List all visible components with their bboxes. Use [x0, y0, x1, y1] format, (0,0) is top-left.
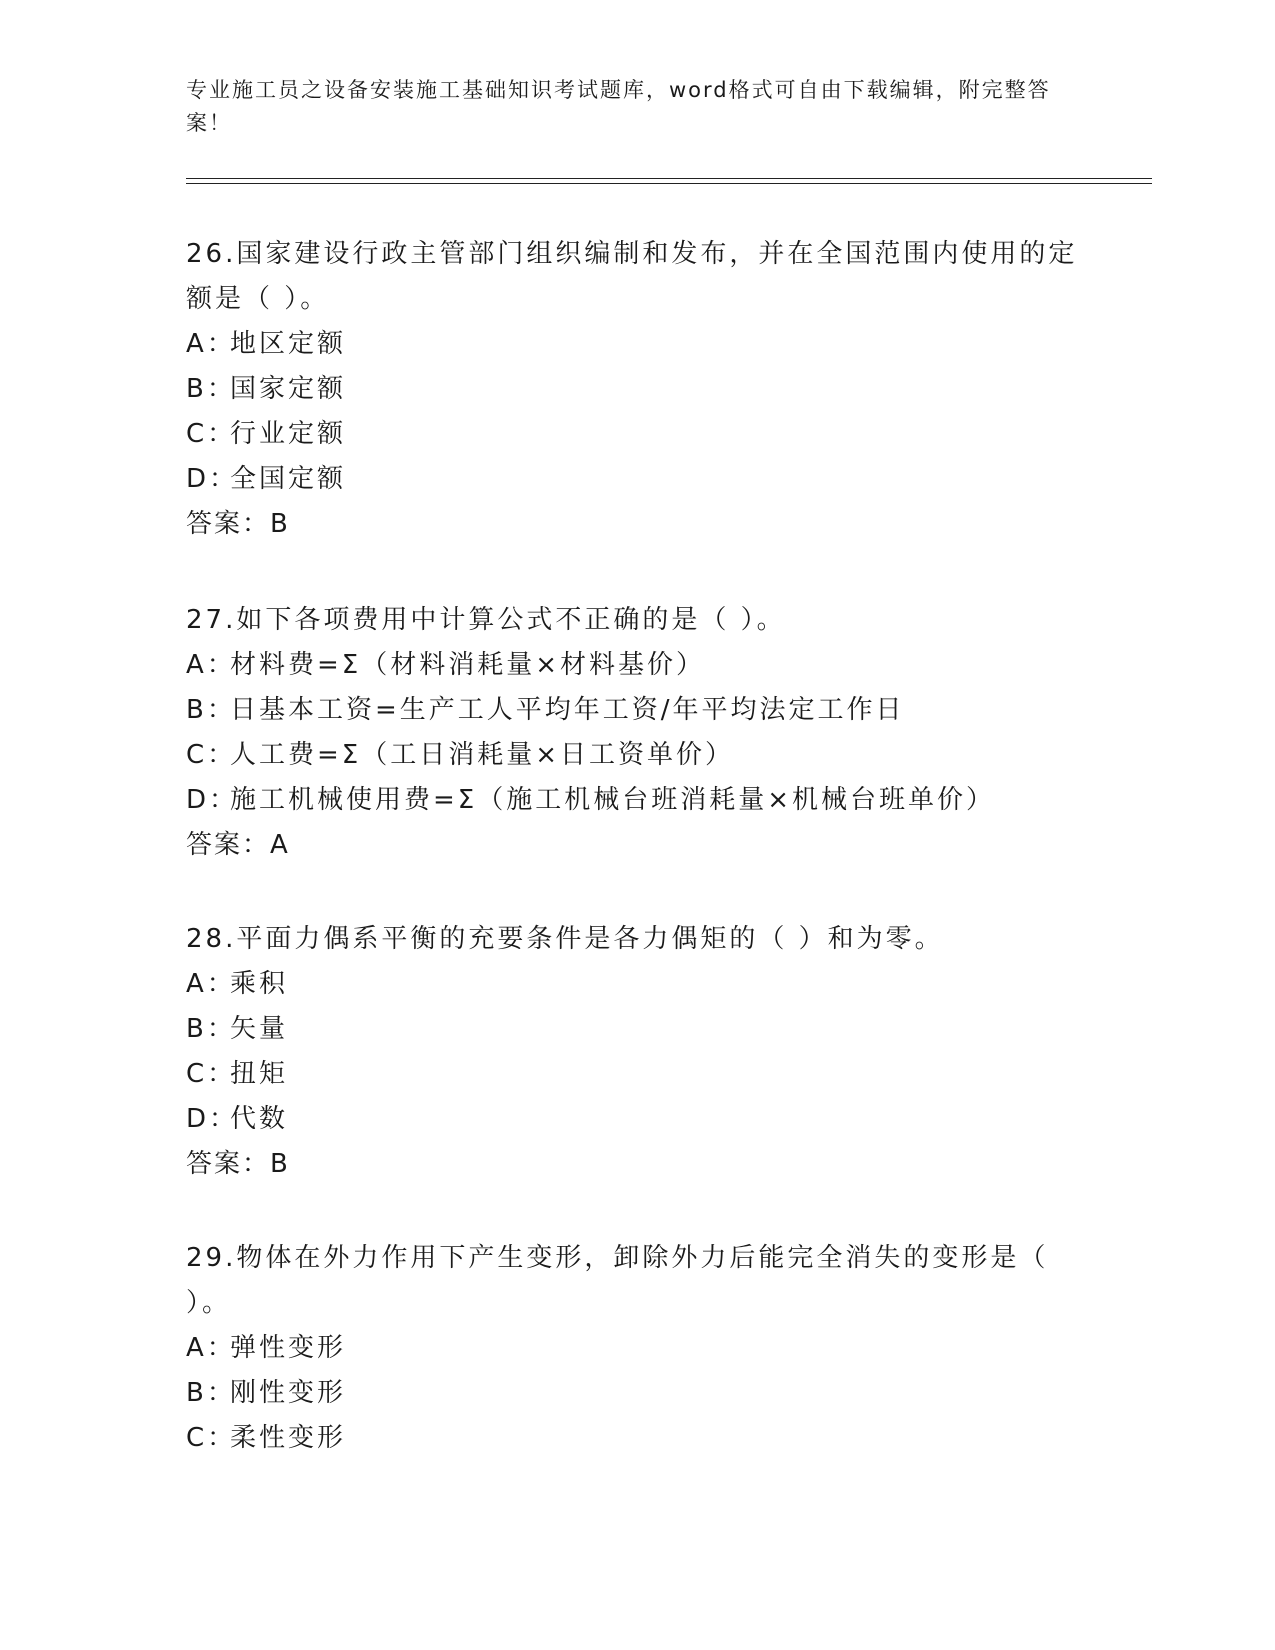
option-key: C： — [186, 1059, 237, 1089]
question-stem — [186, 598, 1086, 643]
option-text: 刚性变形 — [230, 1378, 347, 1408]
option-key: A： — [186, 1333, 236, 1363]
answer-value: B — [270, 1149, 290, 1179]
option-a — [186, 322, 1086, 367]
question-number: 26. — [186, 239, 237, 269]
option-b — [186, 688, 1086, 733]
answer-line — [186, 502, 1086, 547]
option-text: 全国定额 — [230, 464, 347, 494]
question-26 — [186, 232, 1086, 547]
option-a — [186, 643, 1086, 688]
option-key: A： — [186, 329, 236, 359]
answer-label: 答案： — [186, 830, 271, 860]
option-text: 扭矩 — [230, 1059, 289, 1089]
option-key: C： — [186, 419, 237, 449]
answer-label: 答案： — [186, 509, 271, 539]
option-text: 材料费=Σ（材料消耗量×材料基价） — [230, 650, 705, 680]
question-number: 29. — [186, 1243, 237, 1273]
option-d — [186, 778, 1086, 823]
option-text: 弹性变形 — [230, 1333, 347, 1363]
question-text: 物体在外力作用下产生变形，卸除外力后能完全消失的变形是（ ）。 — [186, 1243, 1049, 1318]
question-29 — [186, 1236, 1086, 1461]
option-b — [186, 1007, 1086, 1052]
option-c — [186, 733, 1086, 778]
header-divider-top — [186, 178, 1152, 179]
question-number: 28. — [186, 924, 237, 954]
option-a — [186, 1326, 1086, 1371]
option-key: A： — [186, 969, 236, 999]
answer-value: B — [270, 509, 290, 539]
question-stem — [186, 917, 1086, 962]
option-text: 国家定额 — [230, 374, 347, 404]
answer-label: 答案： — [186, 1149, 271, 1179]
option-key: B： — [186, 1378, 236, 1408]
answer-value: A — [270, 830, 290, 860]
option-b — [186, 1371, 1086, 1416]
header-note: 专业施工员之设备安装施工基础知识考试题库，word格式可自由下载编辑，附完整答案！ — [186, 78, 1051, 135]
question-text: 国家建设行政主管部门组织编制和发布，并在全国范围内使用的定额是（ ）。 — [186, 239, 1078, 314]
option-text: 人工费=Σ（工日消耗量×日工资单价） — [230, 740, 734, 770]
option-text: 日基本工资=生产工人平均年工资/年平均法定工作日 — [230, 695, 905, 725]
option-d — [186, 457, 1086, 502]
question-stem — [186, 1236, 1086, 1326]
option-text: 乘积 — [230, 969, 289, 999]
option-c — [186, 1416, 1086, 1461]
option-d — [186, 1097, 1086, 1142]
question-stem — [186, 232, 1086, 322]
option-text: 施工机械使用费=Σ（施工机械台班消耗量×机械台班单价） — [230, 785, 995, 815]
option-key: D： — [186, 1104, 239, 1134]
header-divider-bottom — [186, 183, 1152, 184]
option-key: D： — [186, 464, 239, 494]
answer-line — [186, 823, 1086, 868]
option-key: B： — [186, 1014, 236, 1044]
option-text: 地区定额 — [230, 329, 347, 359]
option-key: B： — [186, 374, 236, 404]
option-text: 行业定额 — [230, 419, 347, 449]
option-text: 矢量 — [230, 1014, 289, 1044]
option-text: 代数 — [230, 1104, 289, 1134]
option-key: C： — [186, 740, 237, 770]
option-key: B： — [186, 695, 236, 725]
option-c — [186, 1052, 1086, 1097]
option-a — [186, 962, 1086, 1007]
option-c — [186, 412, 1086, 457]
question-text: 如下各项费用中计算公式不正确的是（ ）。 — [236, 605, 786, 635]
answer-line — [186, 1142, 1086, 1187]
option-key: A： — [186, 650, 236, 680]
option-b — [186, 367, 1086, 412]
option-text: 柔性变形 — [230, 1423, 347, 1453]
option-key: D： — [186, 785, 239, 815]
question-number: 27. — [186, 605, 237, 635]
question-27 — [186, 598, 1086, 868]
question-text: 平面力偶系平衡的充要条件是各力偶矩的（ ）和为零。 — [236, 924, 944, 954]
option-key: C： — [186, 1423, 237, 1453]
question-28 — [186, 917, 1086, 1187]
